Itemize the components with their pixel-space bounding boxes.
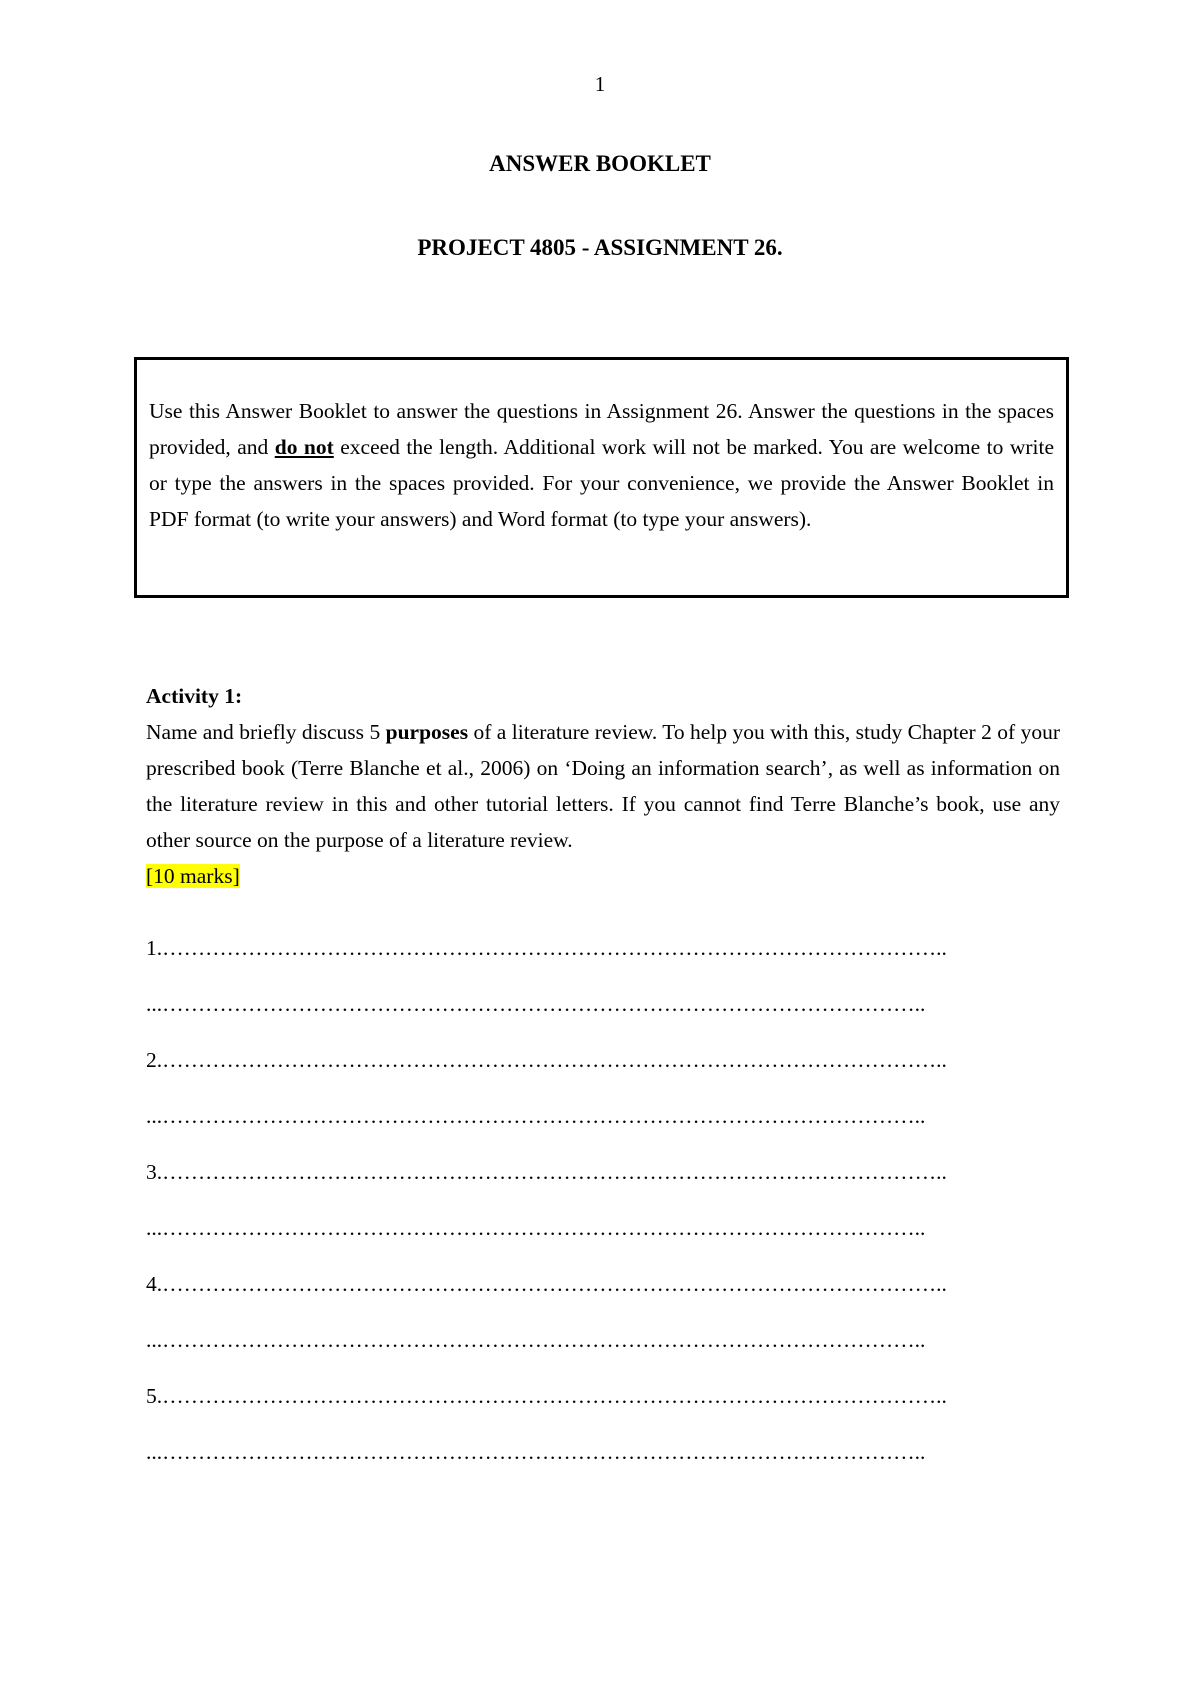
answer-line[interactable]: ...…………………………………………………………………………………………….. [146,1104,926,1128]
answer-line[interactable]: ...…………………………………………………………………………………………….. [146,1216,926,1240]
answer-lines [146,930,1060,1490]
activity-text-part1: Name and briefly discuss 5 [146,720,386,744]
activity-text-part2: of a literature review. To help you with this, study Chapter 2 of your prescribed book (Terre Blanche et al., 2006) on ‘Doing an information search’, as well as information on the literature review in this and other tutorial letters. If you cannot find Terre Blanche’s book, use any other source on the purpose of a literature review. [146,720,1060,852]
answer-line[interactable]: 3.……………………………………………………………………………………………….. [146,1160,947,1184]
instruction-emphasis: do not [274,435,334,459]
activity-text-bold: purposes [385,720,469,744]
activity-heading: Activity 1: [146,684,243,708]
document-title: ANSWER BOOKLET [489,151,711,176]
answer-line[interactable]: 5.……………………………………………………………………………………………….. [146,1384,947,1408]
activity-marks-line [146,858,1060,894]
answer-line[interactable]: ...…………………………………………………………………………………………….. [146,992,926,1016]
answer-line[interactable]: ...…………………………………………………………………………………………….. [146,1328,926,1352]
answer-line[interactable]: 4.……………………………………………………………………………………………….. [146,1272,947,1296]
activity-text [146,714,1060,858]
instruction-box [134,357,1069,598]
answer-line[interactable]: 1.……………………………………………………………………………………………….. [146,936,947,960]
page-number: 1 [594,72,606,96]
activity-marks: [10 marks] [146,864,240,888]
answer-line[interactable]: ...…………………………………………………………………………………………….. [146,1440,926,1464]
document-subtitle: PROJECT 4805 - ASSIGNMENT 26. [417,235,783,260]
activity-section [146,678,1060,894]
instruction-text-part2: exceed the length. Additional work will not be marked. You are welcome to write or type the answers in the spaces provided. For your convenience, we provide the Answer Booklet in PDF format (to write your answers) and Word format (to type your answers). [149,435,1054,531]
instruction-text-part1: Use this Answer Booklet to answer the questions in Assignment 26. Answer the questions in the spaces provided, and [149,399,1054,459]
answer-line[interactable]: 2.……………………………………………………………………………………………….. [146,1048,947,1072]
instruction-text [149,393,1054,537]
